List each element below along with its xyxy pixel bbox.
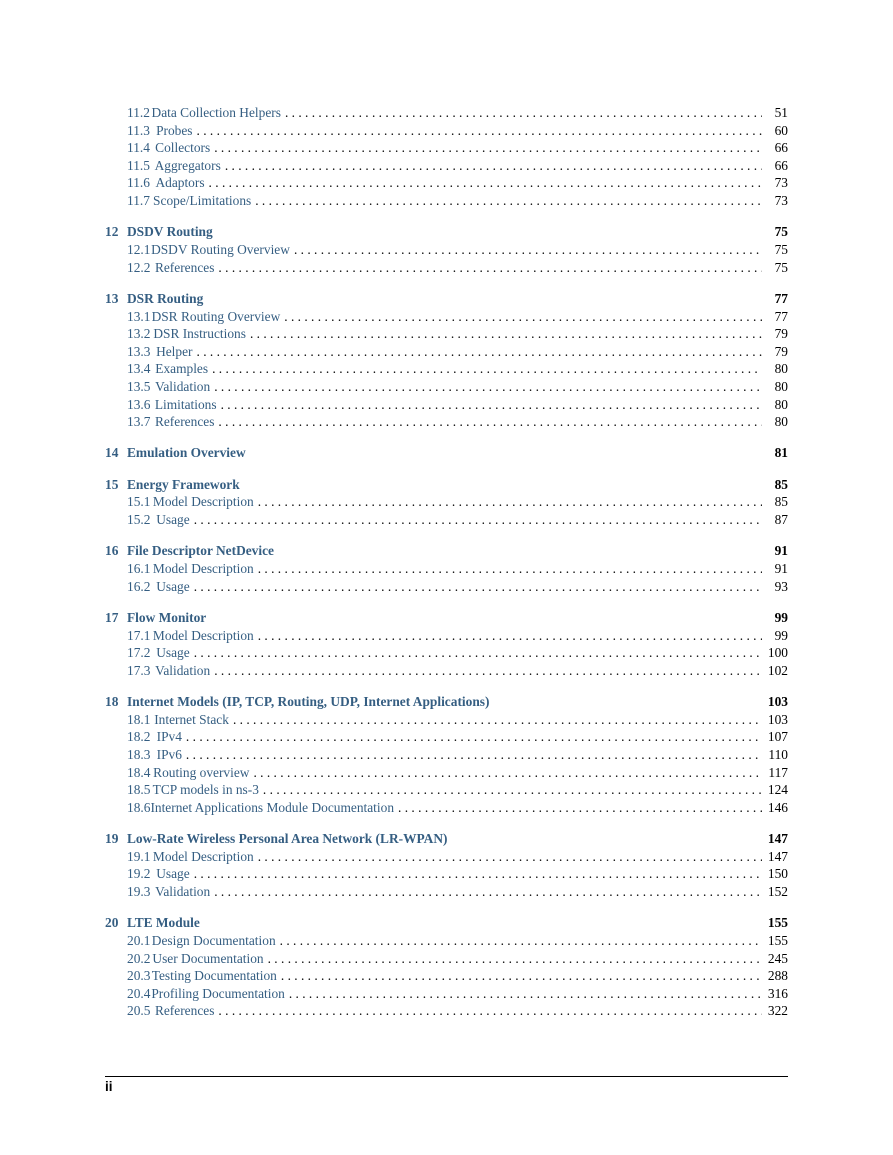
toc-page-number: 147 (767, 848, 788, 864)
toc-entry-number[interactable]: 13.7 (127, 414, 151, 430)
toc-entry-number[interactable]: 18.4 (127, 764, 151, 780)
toc-entry-number[interactable]: 13.1 (127, 308, 151, 324)
toc-page-number: 75 (774, 241, 788, 257)
footer-page-number: ii (105, 1079, 113, 1094)
toc-page-number: 288 (767, 968, 788, 984)
toc-entry-number[interactable]: 20.5 (127, 1003, 151, 1019)
toc-dot-leader (255, 192, 762, 210)
toc-entry-number[interactable]: 17.2 (127, 645, 151, 661)
toc-section-entry[interactable] (105, 259, 788, 277)
toc-page-number: 85 (774, 494, 788, 510)
toc-dot-leader (250, 325, 762, 343)
toc-entry-number[interactable]: 15.2 (127, 512, 151, 528)
toc-dot-leader (212, 360, 762, 378)
toc-section-entry[interactable] (105, 578, 788, 596)
toc-section-entry[interactable] (105, 728, 788, 746)
toc-dot-leader (225, 157, 762, 175)
toc-section-entry[interactable] (105, 985, 788, 1003)
toc-entry-number[interactable]: 19 (105, 831, 119, 847)
toc-dot-leader (258, 560, 762, 578)
toc-entry-number[interactable]: 12 (105, 224, 119, 240)
toc-entry-title[interactable]: DSR Routing Overview (151, 308, 281, 324)
toc-page-number: 80 (774, 361, 788, 377)
toc-dot-leader (194, 865, 762, 883)
toc-section-entry[interactable] (105, 396, 788, 414)
toc-page-number: 100 (767, 645, 788, 661)
toc-entry-number[interactable]: 16.1 (127, 561, 151, 577)
toc-entry-title[interactable]: Validation (155, 378, 211, 394)
toc-entry-title[interactable]: Data Collection Helpers (151, 105, 281, 120)
toc-page-number: 77 (774, 308, 788, 324)
toc-page-number: 80 (774, 396, 788, 412)
toc-page-number: 91 (774, 543, 788, 559)
toc-entry-number[interactable]: 13.3 (127, 343, 151, 359)
toc-entry-number[interactable]: 15 (105, 476, 119, 492)
toc-entry-title[interactable]: Aggregators (154, 157, 221, 173)
toc-entry-title[interactable]: DSDV Routing Overview (151, 241, 290, 257)
toc-page-number: 73 (774, 175, 788, 191)
toc-dot-leader (197, 122, 762, 140)
toc-page-number: 75 (774, 259, 788, 275)
toc-entry-title[interactable]: Flow Monitor (127, 610, 207, 626)
toc-page-number: 245 (767, 950, 788, 966)
toc-entry-title[interactable]: Probes (156, 122, 193, 138)
toc-entry-number[interactable]: 11.6 (127, 175, 150, 191)
toc-entry-title[interactable]: References (154, 414, 215, 430)
toc-page-number: 91 (774, 561, 788, 577)
toc-page-number: 110 (768, 746, 788, 762)
toc-entry-number[interactable]: 20 (105, 915, 119, 931)
toc-page-number: 77 (774, 290, 788, 306)
toc-section-entry[interactable] (105, 644, 788, 662)
toc-entry-number[interactable]: 18.5 (127, 782, 151, 798)
toc-entry-number[interactable]: 12.2 (127, 259, 151, 275)
toc-entry-number[interactable]: 19.3 (127, 883, 151, 899)
toc-section-entry[interactable] (105, 865, 788, 883)
toc-dot-leader (398, 799, 762, 817)
toc-entry-title[interactable]: Scope/Limitations (153, 192, 252, 208)
toc-dot-leader (280, 932, 762, 950)
toc-dot-leader (284, 308, 762, 326)
toc-entry-number[interactable]: 14 (105, 445, 119, 461)
toc-page-number: 117 (768, 764, 788, 780)
toc-page-number: 51 (774, 105, 788, 120)
toc-entry-title[interactable]: Testing Documentation (151, 968, 277, 984)
toc-entry-number[interactable]: 11.3 (127, 122, 150, 138)
table-of-contents (105, 104, 788, 1020)
toc-entry-title[interactable]: Limitations (154, 396, 217, 412)
toc-page-number: 99 (774, 610, 788, 626)
toc-dot-leader (214, 378, 762, 396)
toc-section-entry[interactable] (105, 157, 788, 175)
toc-page-number: 75 (774, 224, 788, 240)
toc-entry-title[interactable]: Energy Framework (127, 476, 240, 492)
toc-entry-number[interactable]: 11.4 (127, 140, 150, 156)
toc-entry-title[interactable]: IPv4 (156, 729, 182, 745)
toc-entry-title[interactable]: LTE Module (127, 915, 200, 931)
toc-section-entry[interactable] (105, 325, 788, 343)
toc-section-entry[interactable] (105, 848, 788, 866)
toc-chapter-entry[interactable] (105, 290, 788, 308)
toc-entry-number[interactable]: 20.3 (127, 968, 151, 984)
toc-entry-number[interactable]: 13 (105, 290, 119, 306)
toc-section-entry[interactable] (105, 511, 788, 529)
toc-section-entry[interactable] (105, 932, 788, 950)
toc-page-number: 150 (767, 866, 788, 882)
toc-section-entry[interactable] (105, 139, 788, 157)
toc-page-number: 107 (767, 729, 788, 745)
toc-entry-title[interactable]: Validation (155, 662, 211, 678)
toc-page-number: 147 (767, 831, 788, 847)
toc-entry-number[interactable]: 15.1 (127, 494, 151, 510)
toc-chapter-entry[interactable] (105, 444, 788, 462)
toc-entry-number[interactable]: 20.2 (127, 950, 151, 966)
toc-section-entry[interactable] (105, 360, 788, 378)
toc-section-entry[interactable] (105, 308, 788, 326)
toc-dot-leader (194, 511, 762, 529)
toc-entry-title[interactable]: Usage (156, 645, 190, 661)
toc-section-entry[interactable] (105, 560, 788, 578)
toc-dot-leader (268, 950, 762, 968)
toc-section-entry[interactable] (105, 764, 788, 782)
toc-dot-leader (214, 883, 762, 901)
toc-page-number: 60 (774, 122, 788, 138)
toc-dot-leader (253, 764, 762, 782)
toc-entry-title[interactable]: Examples (155, 361, 209, 377)
toc-dot-leader (258, 627, 762, 645)
toc-entry-number[interactable]: 17.3 (127, 662, 151, 678)
toc-page-number: 87 (774, 512, 788, 528)
toc-page-number: 80 (774, 414, 788, 430)
toc-entry-number[interactable]: 18.3 (127, 746, 151, 762)
toc-entry-title[interactable]: File Descriptor NetDevice (127, 543, 274, 559)
toc-entry-title[interactable]: References (154, 1003, 215, 1019)
toc-section-entry[interactable] (105, 493, 788, 511)
toc-page-number: 155 (767, 932, 788, 948)
toc-dot-leader (294, 241, 762, 259)
toc-section-entry[interactable] (105, 174, 788, 192)
toc-entry-number[interactable]: 11.7 (127, 192, 150, 208)
toc-entry-title[interactable]: Model Description (152, 848, 254, 864)
toc-chapter-entry[interactable] (105, 914, 788, 932)
toc-entry-title[interactable]: Collectors (155, 140, 211, 156)
toc-entry-title[interactable]: Emulation Overview (127, 445, 246, 461)
toc-section-entry[interactable] (105, 378, 788, 396)
toc-section-entry[interactable] (105, 627, 788, 645)
toc-dot-leader (233, 711, 762, 729)
toc-entry-number[interactable]: 17 (105, 610, 119, 626)
toc-entry-number[interactable]: 13.4 (127, 361, 151, 377)
toc-page-number: 81 (774, 445, 788, 461)
toc-entry-title[interactable]: Profiling Documentation (151, 985, 285, 1001)
toc-entry-number[interactable]: 19.2 (127, 866, 151, 882)
toc-page-number: 80 (774, 378, 788, 394)
toc-entry-title[interactable]: Validation (155, 883, 211, 899)
toc-entry-number[interactable]: 16 (105, 543, 119, 559)
toc-dot-leader (281, 967, 762, 985)
toc-dot-leader (194, 578, 762, 596)
toc-dot-leader (218, 1002, 762, 1020)
toc-page-number: 103 (767, 711, 788, 727)
toc-entry-title[interactable]: User Documentation (152, 950, 264, 966)
toc-section-entry[interactable] (105, 746, 788, 764)
toc-entry-number[interactable]: 13.6 (127, 396, 151, 412)
toc-page-number: 152 (767, 883, 788, 899)
toc-entry-number[interactable]: 18.6 (127, 799, 151, 815)
toc-entry-number[interactable]: 20.4 (127, 985, 151, 1001)
footer-rule (105, 1076, 788, 1077)
toc-entry-title[interactable]: Adaptors (155, 175, 205, 191)
toc-dot-leader (221, 396, 762, 414)
toc-section-entry[interactable] (105, 950, 788, 968)
toc-dot-leader (194, 644, 762, 662)
toc-entry-title[interactable]: TCP models in ns-3 (152, 782, 259, 798)
toc-dot-leader (263, 781, 762, 799)
toc-dot-leader (186, 728, 762, 746)
toc-page-number: 99 (774, 627, 788, 643)
toc-page-number: 124 (767, 782, 788, 798)
toc-entry-title[interactable]: Usage (156, 512, 190, 528)
toc-page-number: 85 (774, 476, 788, 492)
toc-page-number: 103 (767, 694, 788, 710)
toc-entry-number[interactable]: 18 (105, 694, 119, 710)
toc-chapter-entry[interactable] (105, 693, 788, 711)
toc-section-entry[interactable] (105, 343, 788, 361)
toc-entry-title[interactable]: Model Description (152, 494, 254, 510)
toc-entry-title[interactable]: Model Description (152, 627, 254, 643)
toc-entry-number[interactable]: 11.5 (127, 157, 150, 173)
toc-dot-leader (186, 746, 762, 764)
toc-entry-title[interactable]: Internet Stack (154, 711, 229, 727)
toc-page-number: 66 (774, 157, 788, 173)
toc-section-entry[interactable] (105, 104, 788, 122)
toc-dot-leader (258, 848, 762, 866)
toc-entry-title[interactable]: DSR Routing (127, 290, 204, 306)
toc-page-number: 73 (774, 192, 788, 208)
toc-dot-leader (218, 259, 762, 277)
toc-entry-title[interactable]: Internet Applications Module Documentation (150, 799, 395, 815)
toc-entry-number[interactable]: 18.1 (127, 711, 151, 727)
toc-section-entry[interactable] (105, 711, 788, 729)
toc-chapter-entry[interactable] (105, 609, 788, 627)
toc-section-entry[interactable] (105, 1002, 788, 1020)
toc-entry-title[interactable]: Helper (156, 343, 193, 359)
toc-page-number: 93 (774, 578, 788, 594)
toc-entry-title[interactable]: Low-Rate Wireless Personal Area Network (LR-WPAN) (127, 831, 448, 847)
toc-chapter-entry[interactable] (105, 542, 788, 560)
toc-page-number: 79 (774, 326, 788, 342)
toc-page-number: 79 (774, 343, 788, 359)
toc-section-entry[interactable] (105, 192, 788, 210)
toc-entry-title[interactable]: DSDV Routing (127, 224, 213, 240)
toc-entry-number[interactable]: 13.5 (127, 378, 151, 394)
toc-section-entry[interactable] (105, 241, 788, 259)
toc-entry-title[interactable]: Usage (156, 578, 190, 594)
toc-entry-number[interactable]: 19.1 (127, 848, 151, 864)
toc-section-entry[interactable] (105, 883, 788, 901)
toc-entry-title[interactable]: Design Documentation (151, 932, 276, 948)
toc-entry-number[interactable]: 17.1 (127, 627, 151, 643)
toc-chapter-entry[interactable] (105, 830, 788, 848)
toc-section-entry[interactable] (105, 413, 788, 431)
toc-chapter-entry[interactable] (105, 223, 788, 241)
toc-entry-title[interactable]: Internet Models (IP, TCP, Routing, UDP, Internet Applications) (127, 694, 490, 710)
toc-entry-title[interactable]: Model Description (152, 561, 254, 577)
toc-section-entry[interactable] (105, 781, 788, 799)
toc-entry-number[interactable]: 11.2 (127, 105, 150, 120)
toc-chapter-entry[interactable] (105, 476, 788, 494)
toc-entry-title[interactable]: IPv6 (156, 746, 182, 762)
toc-dot-leader (209, 174, 762, 192)
toc-dot-leader (289, 985, 762, 1003)
toc-page-number: 316 (767, 985, 788, 1001)
toc-entry-title[interactable]: DSR Instructions (153, 326, 246, 342)
toc-dot-leader (218, 413, 762, 431)
toc-page-number: 146 (767, 799, 788, 815)
toc-entry-number[interactable]: 12.1 (127, 241, 151, 257)
toc-section-entry[interactable] (105, 799, 788, 817)
toc-entry-title[interactable]: Routing overview (153, 764, 250, 780)
toc-dot-leader (214, 662, 762, 680)
toc-dot-leader (214, 139, 762, 157)
toc-entry-title[interactable]: Usage (156, 866, 190, 882)
toc-dot-leader (285, 104, 762, 122)
toc-page-number: 102 (767, 662, 788, 678)
toc-dot-leader (258, 493, 762, 511)
toc-page-number: 322 (767, 1003, 788, 1019)
toc-section-entry[interactable] (105, 662, 788, 680)
toc-entry-number[interactable]: 16.2 (127, 578, 151, 594)
toc-entry-number[interactable]: 13.2 (127, 326, 151, 342)
toc-page-number: 155 (767, 915, 788, 931)
toc-section-entry[interactable] (105, 122, 788, 140)
toc-entry-number[interactable]: 20.1 (127, 932, 151, 948)
toc-entry-title[interactable]: References (154, 259, 215, 275)
toc-section-entry[interactable] (105, 967, 788, 985)
toc-page-number: 66 (774, 140, 788, 156)
toc-entry-number[interactable]: 18.2 (127, 729, 151, 745)
toc-dot-leader (197, 343, 763, 361)
